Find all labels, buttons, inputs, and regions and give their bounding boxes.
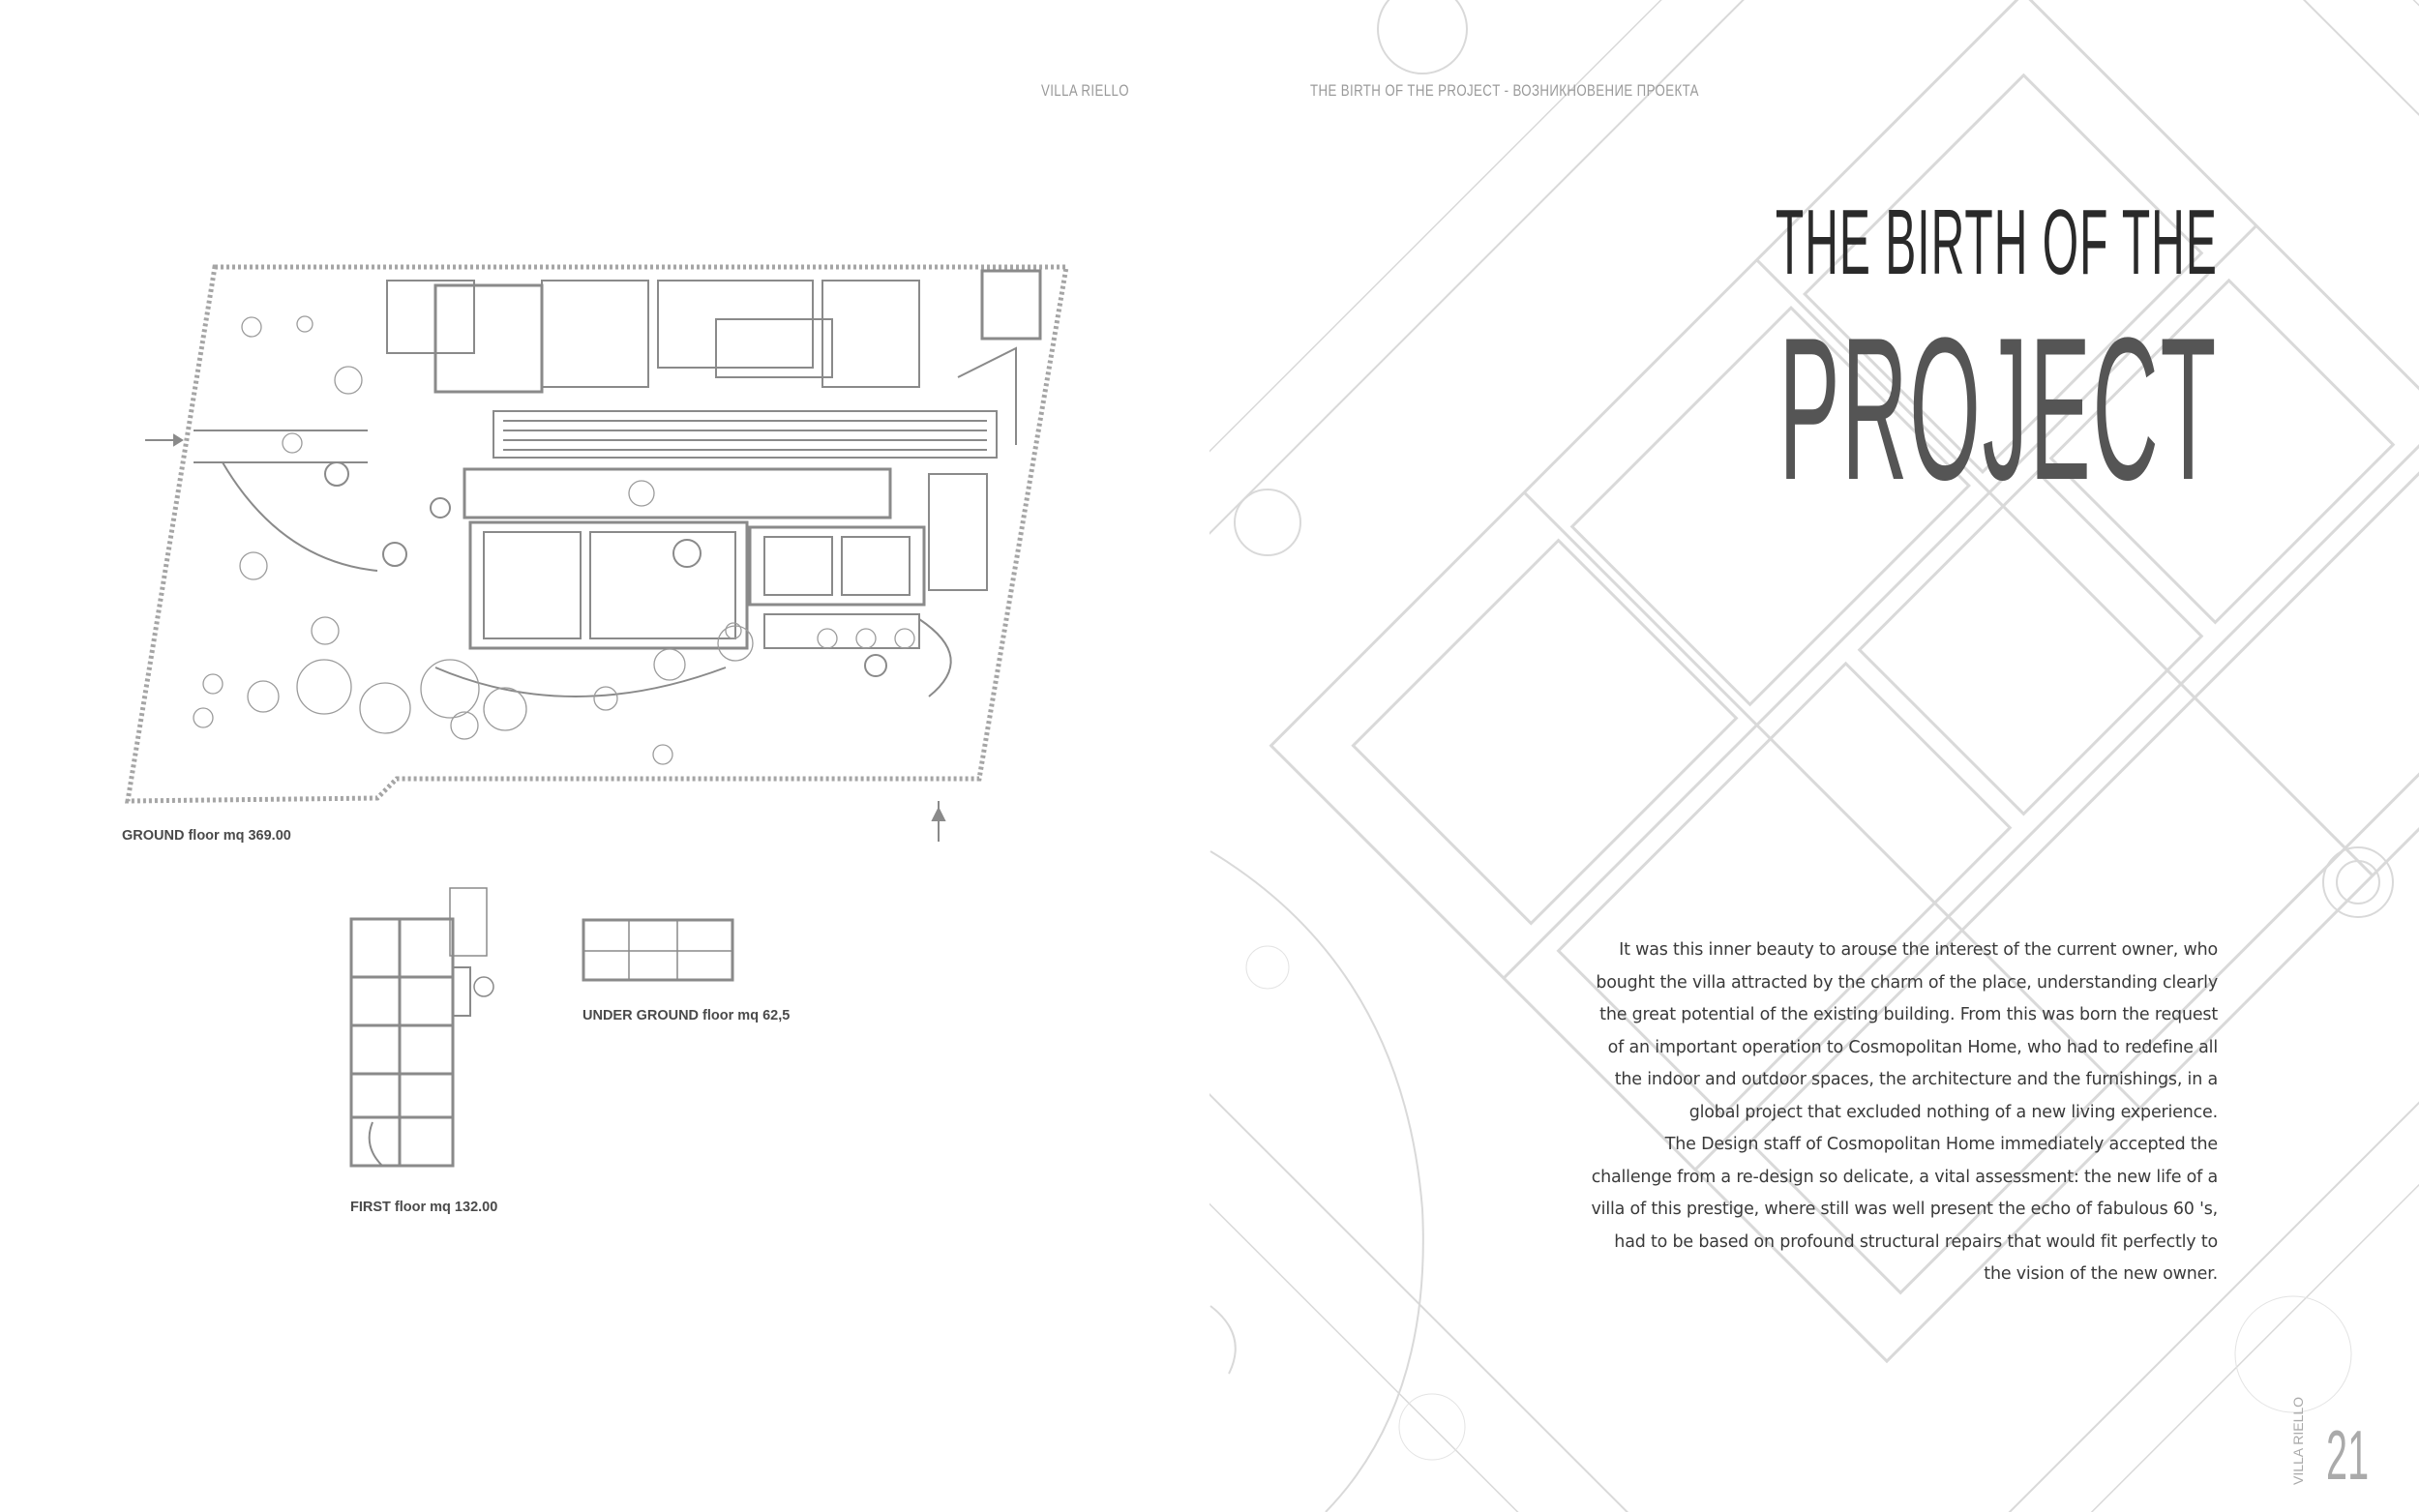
body-paragraph-1: It was this inner beauty to arouse the interest of the current owner, who bought the villa attracted by the charm of the place, understanding clearly the great potential of the existing building. From this was born the request of an important operation to Cosmopolitan Home, who had to redefine all the indoor and outdoor spaces, the architecture and the furnishings, in a global project that excluded nothing of a new living experience.	[1596, 940, 2218, 1122]
running-head-right: THE BIRTH OF THE PROJECT - ВОЗНИКНОВЕНИЕ ПРОЕКТА	[1310, 81, 1699, 100]
ground-floor-plan	[87, 242, 1093, 861]
page-number: 21	[2325, 1417, 2369, 1495]
body-paragraph-2: The Design staff of Cosmopolitan Home immediately accepted the challenge from a re-design so delicate, a vital assessment: the new life of a villa of this prestige, where still was well present the echo of fabulous 60 's, had to be based on profound structural repairs that would fit perfectly to the vision of the new owner.	[1591, 1135, 2218, 1284]
title-line-1: THE BIRTH OF THE	[1776, 191, 2218, 294]
right-page	[1210, 0, 2419, 1512]
title-line-2: PROJECT	[1778, 295, 2218, 522]
ground-floor-caption: GROUND floor mq 369.00	[122, 828, 291, 844]
underground-floor-plan	[581, 917, 735, 985]
first-floor-caption: FIRST floor mq 132.00	[350, 1200, 498, 1215]
running-head-left: VILLA RIELLO	[1041, 81, 1129, 100]
first-floor-plan	[343, 880, 537, 1180]
underground-floor-caption: UNDER GROUND floor mq 62,5	[582, 1008, 791, 1023]
body-text	[1589, 934, 2218, 1291]
folio	[2289, 1396, 2369, 1495]
folio-vertical-label: VILLA RIELLO	[2289, 1396, 2306, 1485]
